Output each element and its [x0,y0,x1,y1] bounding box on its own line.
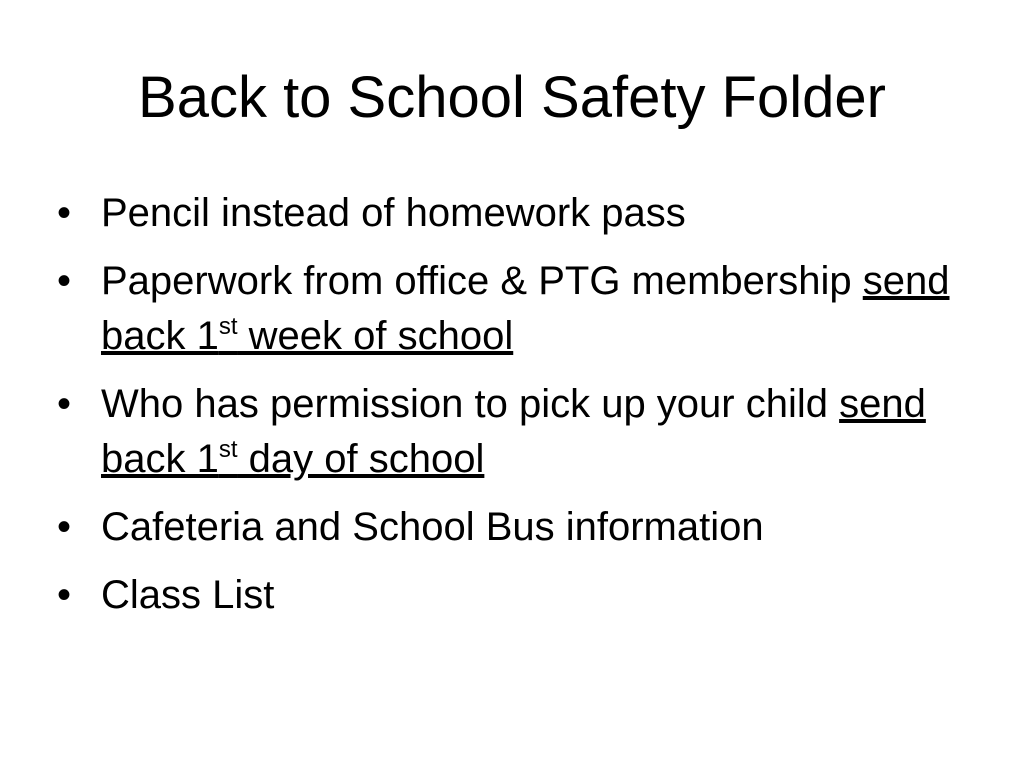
bullet-list [57,186,977,636]
bullet-item-pickup-permission [57,377,977,487]
ordinal-suffix: st [218,436,238,463]
bullet-text: Class List [101,573,275,617]
bullet-text: Paperwork from office & PTG membership [101,259,863,303]
ordinal-suffix: st [218,313,238,340]
bullet-text: Cafeteria and School Bus information [101,505,764,549]
deadline-text-end: day of school [237,437,485,481]
bullet-item-class-list [57,568,977,623]
bullet-marker: • [57,505,72,549]
bullet-item-cafeteria-bus [57,500,977,555]
bullet-marker: • [57,259,72,303]
bullet-text: Who has permission to pick up your child [101,382,840,426]
deadline-text-end: week of school [237,314,514,358]
bullet-marker: • [57,191,72,235]
deadline-text: send back 1 [101,259,950,358]
bullet-marker: • [57,573,72,617]
bullet-item-paperwork [57,254,977,364]
bullet-item-pencil [57,186,977,241]
deadline-text: send back 1 [101,382,926,481]
bullet-marker: • [57,382,72,426]
bullet-text: Pencil instead of homework pass [101,191,686,235]
slide-title: Back to School Safety Folder [138,65,886,130]
